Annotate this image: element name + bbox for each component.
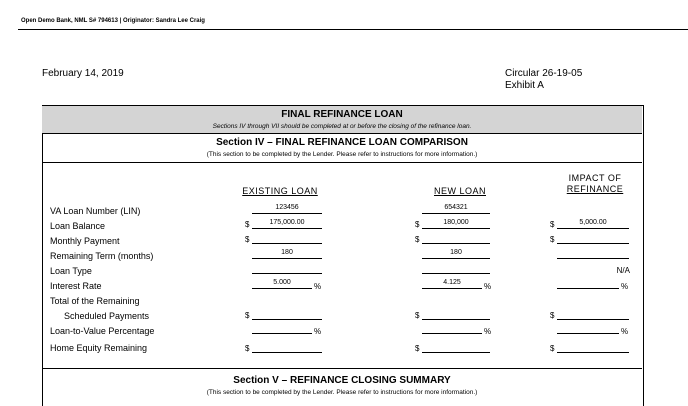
banner-subtitle: Sections IV through VII should be completed at or before the closing of the refinance loan.: [212, 123, 472, 130]
label-rate: Interest Rate: [50, 281, 102, 291]
impact-equity-dollar: $: [550, 344, 555, 353]
impact-total-field[interactable]: [557, 309, 629, 320]
existing-equity-field[interactable]: [252, 342, 322, 353]
page-header: Open Demo Bank, NML S# 794613 | Originator: Sandra Lee Craig: [21, 18, 205, 24]
impact-type-value: N/A: [616, 266, 630, 275]
label-term: Remaining Term (months): [50, 251, 154, 261]
new-rate-field[interactable]: 4.125: [422, 278, 482, 289]
existing-payment-dollar: $: [245, 235, 250, 244]
new-balance-dollar: $: [415, 220, 420, 229]
banner-title: FINAL REFINANCE LOAN: [281, 109, 403, 120]
exhibit-label: Exhibit A: [505, 80, 544, 91]
existing-payment-field[interactable]: [252, 233, 322, 244]
impact-balance-field[interactable]: 5,000.00: [557, 218, 629, 229]
section5-rule: [42, 368, 642, 369]
impact-rate-field[interactable]: [557, 278, 619, 289]
impact-total-dollar: $: [550, 311, 555, 320]
existing-ltv-field[interactable]: [252, 323, 312, 334]
impact-payment-field[interactable]: [557, 233, 629, 244]
col-impact-header: [560, 173, 630, 195]
new-ltv-percent: %: [484, 327, 492, 336]
circular-block: [505, 68, 582, 92]
col-new-header: NEW LOAN: [433, 186, 486, 196]
existing-rate-field[interactable]: 5.000: [252, 278, 312, 289]
existing-equity-dollar: $: [245, 344, 250, 353]
label-type: Loan Type: [50, 266, 92, 276]
new-term-field[interactable]: 180: [422, 248, 490, 259]
circular-number: Circular 26-19-05: [505, 68, 583, 79]
existing-total-dollar: $: [245, 311, 250, 320]
label-total-2: Scheduled Payments: [64, 311, 150, 321]
existing-ltv-percent: %: [314, 327, 322, 336]
label-total-1: Total of the Remaining: [50, 296, 140, 306]
new-lin-field[interactable]: 654321: [422, 203, 490, 214]
new-payment-dollar: $: [415, 235, 420, 244]
new-balance-field[interactable]: 180,000: [422, 218, 490, 229]
new-equity-field[interactable]: [422, 342, 490, 353]
document-date: February 14, 2019: [42, 68, 124, 79]
existing-total-field[interactable]: [252, 309, 322, 320]
new-rate-percent: %: [484, 282, 492, 291]
new-equity-dollar: $: [415, 344, 420, 353]
existing-term-field[interactable]: 180: [252, 248, 322, 259]
new-total-dollar: $: [415, 311, 420, 320]
new-payment-field[interactable]: [422, 233, 490, 244]
section5-subtitle: (This section to be completed by the Lender. Please refer to instructions for more information.): [206, 389, 478, 396]
label-ltv: Loan-to-Value Percentage: [50, 326, 155, 336]
label-lin: VA Loan Number (LIN): [50, 206, 141, 216]
col-existing-header: EXISTING LOAN: [242, 186, 318, 196]
label-payment: Monthly Payment: [50, 236, 120, 246]
section4-rule: [42, 162, 642, 163]
impact-ltv-percent: %: [621, 327, 629, 336]
existing-rate-percent: %: [314, 282, 322, 291]
section4-subtitle: (This section to be completed by the Lender. Please refer to instructions for more information.): [206, 151, 478, 158]
label-balance: Loan Balance: [50, 221, 106, 231]
impact-payment-dollar: $: [550, 235, 555, 244]
label-equity: Home Equity Remaining: [50, 343, 148, 353]
existing-balance-dollar: $: [245, 220, 250, 229]
new-type-field[interactable]: [422, 263, 490, 274]
header-rule: [18, 29, 688, 30]
new-total-field[interactable]: [422, 309, 490, 320]
impact-equity-field[interactable]: [557, 342, 629, 353]
existing-type-field[interactable]: [252, 263, 322, 274]
impact-ltv-field[interactable]: [557, 323, 619, 334]
impact-term-field[interactable]: [557, 248, 629, 259]
section5-title: Section V – REFINANCE CLOSING SUMMARY: [233, 375, 451, 386]
existing-lin-field[interactable]: 123456: [252, 203, 322, 214]
impact-balance-dollar: $: [550, 220, 555, 229]
col-impact-line2: REFINANCE: [566, 184, 624, 194]
impact-rate-percent: %: [621, 282, 629, 291]
existing-balance-field[interactable]: 175,000.00: [252, 218, 322, 229]
col-impact-line1: IMPACT OF: [568, 173, 622, 183]
section4-title: Section IV – FINAL REFINANCE LOAN COMPARISON: [216, 137, 468, 148]
new-ltv-field[interactable]: [422, 323, 482, 334]
